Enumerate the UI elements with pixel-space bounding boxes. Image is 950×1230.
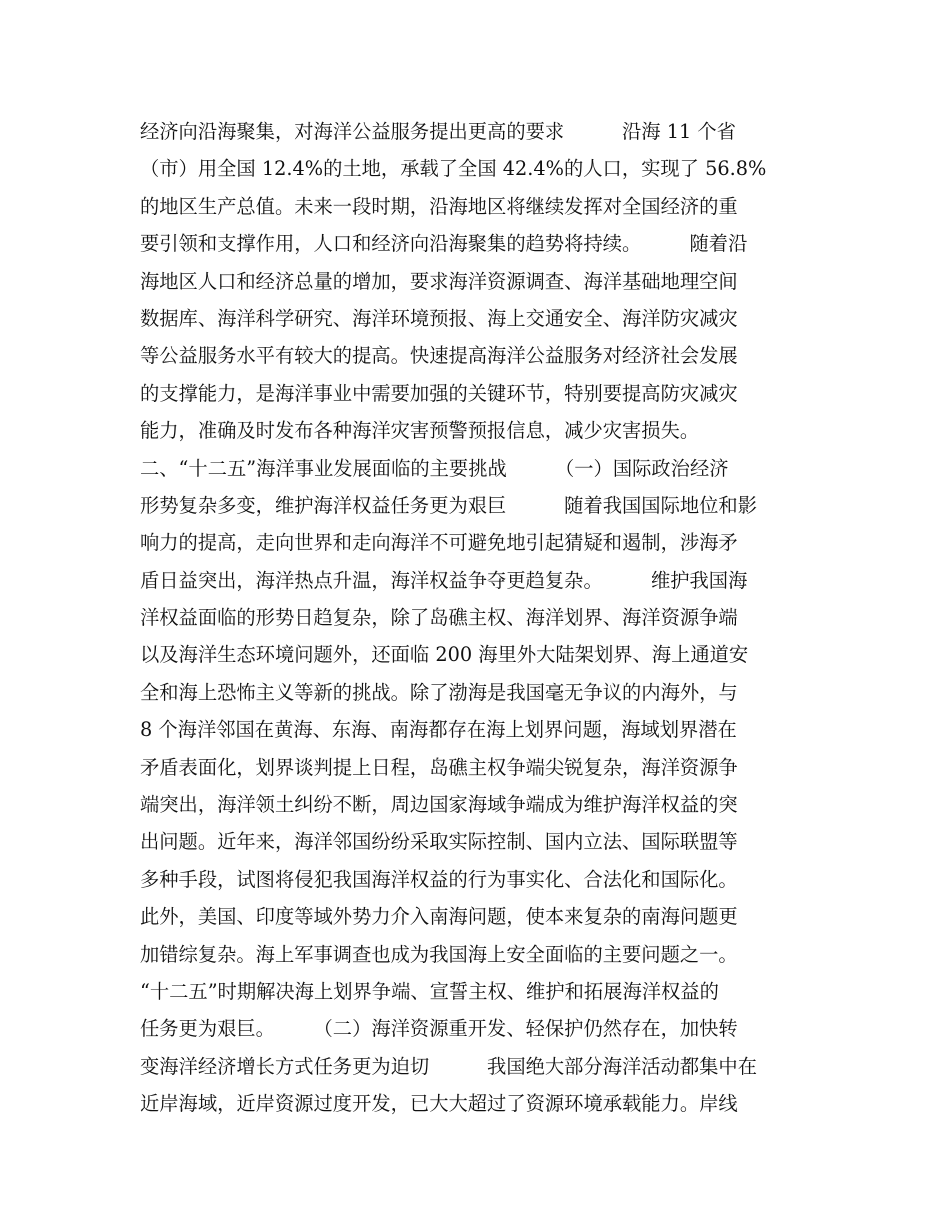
text-line: 经济向沿海聚集，对海洋公益服务提出更高的要求 沿海 11 个省	[140, 120, 736, 143]
text-line: 近岸海域，近岸资源过度开发，已大大超过了资源环境承载能力。岸线	[140, 1092, 738, 1116]
section-heading-line: 二、“十二五”海洋事业发展面临的主要挑战 （一）国际政治经济	[140, 456, 729, 480]
text-line: “十二五”时期解决海上划界争端、宣誓主权、维护和拓展海洋权益的	[140, 979, 719, 1003]
body-text	[140, 113, 820, 1123]
text-line: 海地区人口和经济总量的增加，要求海洋资源调查、海洋基础地理空间	[140, 269, 738, 293]
text-line: 要引领和支撑作用，人口和经济向沿海聚集的趋势将持续。 随着沿	[140, 232, 748, 256]
text-line: 数据库、海洋科学研究、海洋环境预报、海上交通安全、海洋防灾减灾	[140, 306, 738, 330]
text-line: 的支撑能力，是海洋事业中需要加强的关键环节，特别要提高防灾减灾	[140, 381, 738, 405]
text-line: 矛盾表面化，划界谈判提上日程，岛礁主权争端尖锐复杂，海洋资源争	[140, 755, 738, 779]
text-line: 变海洋经济增长方式任务更为迫切 我国绝大部分海洋活动都集中在	[140, 1054, 757, 1078]
text-line: （市）用全国 12.4%的土地，承载了全国 42.4%的人口，实现了 56.8%	[140, 157, 767, 181]
text-line: 响力的提高，走向世界和走向海洋不可避免地引起猜疑和遏制，涉海矛	[140, 531, 738, 555]
text-line: 出问题。近年来，海洋邻国纷纷采取实际控制、国内立法、国际联盟等	[140, 830, 738, 854]
text-line: 此外，美国、印度等域外势力介入南海问题，使本来复杂的南海问题更	[140, 905, 738, 929]
text-line: 洋权益面临的形势日趋复杂，除了岛礁主权、海洋划界、海洋资源争端	[140, 606, 738, 630]
text-line: 端突出，海洋领土纠纷不断，周边国家海域争端成为维护海洋权益的突	[140, 793, 738, 817]
text-line: 多种手段，试图将侵犯我国海洋权益的行为事实化、合法化和国际化。	[140, 867, 738, 891]
text-line: 等公益服务水平有较大的提高。快速提高海洋公益服务对经济社会发展	[140, 344, 738, 368]
text-line: 盾日益突出，海洋热点升温，海洋权益争夺更趋复杂。 维护我国海	[140, 568, 748, 592]
text-line: 任务更为艰巨。 （二）海洋资源重开发、轻保护仍然存在，加快转	[140, 1017, 738, 1041]
text-line: 8 个海洋邻国在黄海、东海、南海都存在海上划界问题，海域划界潜在	[140, 718, 737, 742]
text-line: 以及海洋生态环境问题外，还面临 200 海里外大陆架划界、海上通道安	[140, 643, 749, 667]
text-line: 的地区生产总值。未来一段时期，沿海地区将继续发挥对全国经济的重	[140, 194, 738, 218]
text-line: 加错综复杂。海上军事调查也成为我国海上安全面临的主要问题之一。	[140, 942, 738, 966]
text-line: 能力，准确及时发布各种海洋灾害预警预报信息，减少灾害损失。	[140, 419, 700, 443]
text-line: 全和海上恐怖主义等新的挑战。除了渤海是我国毫无争议的内海外，与	[140, 680, 738, 704]
text-line: 形势复杂多变，维护海洋权益任务更为艰巨 随着我国国际地位和影	[140, 493, 757, 517]
